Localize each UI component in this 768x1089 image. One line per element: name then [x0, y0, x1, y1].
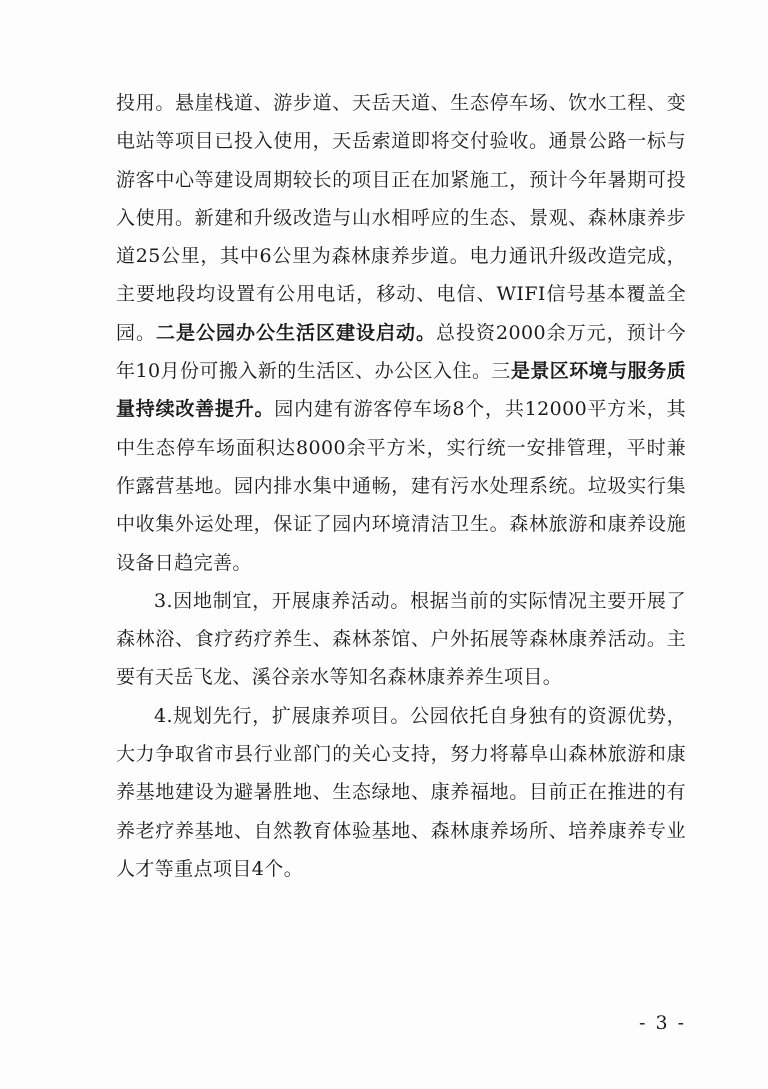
paragraph-infrastructure	[116, 84, 686, 582]
bold-heading-office-area: 二是公园办公生活区建设启动。	[156, 321, 437, 344]
paragraph-text: 根据当前的实际情况主要开展了森林浴、食疗药疗养生、森林茶馆、户外拓展等森林康养活动。主要有天岳飞龙、溪谷亲水等知名森林康养养生项目。	[116, 589, 686, 689]
document-body	[116, 84, 686, 888]
bold-heading-environment: 是景区环境与服务质量持续改善提升。	[116, 360, 686, 421]
paragraph-text: 公园依托自身独有的资源优势，大力争取省市县行业部门的关心支持，努力将幕阜山森林旅游和康养基地建设为避暑胜地、生态绿地、康养福地。目前正在推进的有养老疗养基地、自然教育体验基地、森林康养场所、培养康养专业人才等重点项目4个。	[116, 704, 686, 880]
paragraph-projects	[116, 697, 686, 888]
section-heading-4: 4.规划先行，扩展康养项目。	[154, 704, 411, 727]
paragraph-activities	[116, 582, 686, 697]
page-number: - 3 -	[638, 1012, 686, 1034]
paragraph-text: 总投资2000余万元，预计今年10月份可搬入新的生活区、办公区入住。三	[116, 321, 686, 383]
paragraph-text: 投用。悬崖栈道、游步道、天岳天道、生态停车场、饮水工程、变电站等项目已投入使用，天岳索道即将交付验收。通景公路一标与游客中心等建设周期较长的项目正在加紧施工，预计今年暑期可投入使用。新建和升级改造与山水相呼应的生态、景观、森林康养步道25公里，其中6公里为森林康养步道。电力通讯升级改造完成，主要地段均设置有公用电话，移动、电信、WIFI信号基本覆盖全园。	[116, 92, 686, 344]
section-heading-3: 3.因地制宜，开展康养活动。	[154, 589, 411, 612]
paragraph-text: 园内建有游客停车场8个，共12000平方米，其中生态停车场面积达8000余平方米，实行统一安排管理，平时兼作露营基地。园内排水集中通畅，建有污水处理系统。垃圾实行集中收集外运处理，保证了园内环境清洁卫生。森林旅游和康养设施设备日趋完善。	[116, 398, 686, 574]
